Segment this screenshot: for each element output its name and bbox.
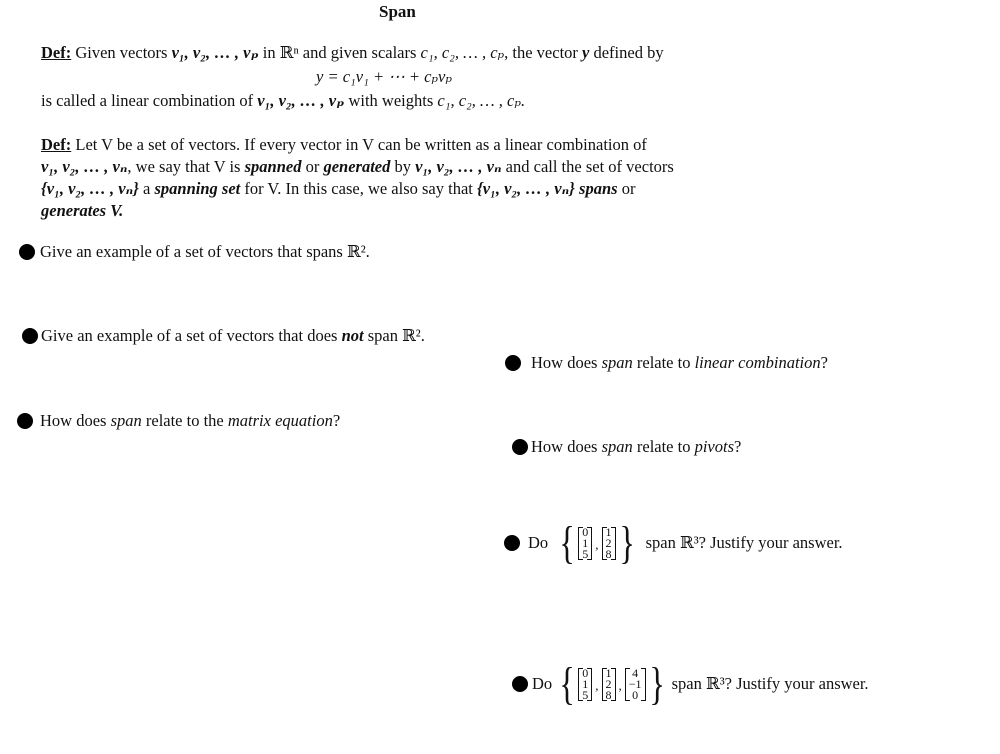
q6-vector-2 [602,524,616,561]
q7-v2-entry: 2 [605,676,612,691]
q7-v1-entry: 1 [582,676,589,691]
def2-set2: {v₁, v₂, … , vₙ} [477,179,575,198]
q4-c: ? [332,411,341,430]
def2-line1-text: Let V be a set of vectors. If every vector in V can be written as a linear combination of [71,135,647,154]
def1-text-d: defined by [589,43,664,62]
def2-vectors: v₁, v₂, … , vₙ [41,157,128,176]
q4-me: matrix equation [227,411,333,430]
left-brace: { [559,658,575,709]
q7-vector-2 [602,665,616,702]
q7-rest: span ℝ³? Justify your answer. [671,674,869,693]
def2-line2 [41,156,674,178]
q7-v3-entry: −1 [628,676,642,691]
def1-text-a: Given vectors [71,43,172,62]
question-2 [22,326,425,346]
right-brace: } [648,658,665,709]
q7-v2-entry: 8 [605,687,612,702]
q7-v3-entry: 0 [632,687,639,702]
question-1 [19,242,370,262]
def1-line1 [41,42,664,64]
q3-c: ? [820,353,828,372]
def2-vectors2: v₁, v₂, … , vₙ [415,157,502,176]
def2-set: {v₁, v₂, … , vₙ} [41,179,139,198]
question-4 [17,411,340,431]
q6-v1-entry: 1 [582,535,589,550]
q5-c: ? [734,437,742,456]
q5-a: How does [531,437,602,456]
q6-vector-1 [578,524,592,561]
def2-line1 [41,134,647,156]
question-3 [505,353,828,373]
def2-spans: spans [574,179,618,198]
bullet-icon [504,535,520,551]
def1-line3-vectors: v₁, v₂, … , vₚ [257,91,345,110]
q6-v1-entry: 5 [582,546,589,561]
comma: , [595,537,599,552]
q3-span: span [601,353,633,372]
def2-line3-b: for V. In this case, we also say that [240,179,477,198]
q7-v3-entry: 4 [632,665,639,680]
comma: , [618,678,622,693]
def1-line3-b: with weights [344,91,438,110]
left-brace: { [559,517,575,568]
bullet-icon [512,676,528,692]
bullet-icon [19,244,35,260]
question-5 [512,437,741,457]
page-title: Span [379,2,416,21]
def2-by: by [390,157,416,176]
def2-line2-b: and call the set of vectors [501,157,674,176]
q7-vector-1 [578,665,592,702]
q2-b: span ℝ². [363,326,425,345]
q5-span: span [601,437,633,456]
q4-a: How does [40,411,111,430]
q6-rest: span ℝ³? Justify your answer. [645,533,843,552]
def1-text-b: in ℝⁿ and given scalars [258,43,421,62]
question-3-text [531,353,828,373]
q6-vector-set [556,517,637,568]
bullet-icon [512,439,528,455]
def2-line4: generates V. [41,201,124,220]
q4-span: span [110,411,142,430]
q6-v1-entry: 0 [582,524,589,539]
q3-b: relate to [632,353,695,372]
q6-do: Do [528,533,549,552]
def1-scalars: c₁, c₂, … , cₚ [420,43,505,62]
q2-not: not [341,326,364,345]
def1-equation: y = c₁v₁ + ⋯ + cₚvₚ [316,67,452,86]
q2-a: Give an example of a set of vectors that does [41,326,342,345]
def1-weights: c₁, c₂, … , cₚ. [437,91,526,110]
question-4-text [40,411,340,431]
q7-vector-set [556,658,667,709]
def2-line2-a: , we say that V is [127,157,245,176]
q7-vector-3 [625,665,646,702]
q4-b: relate to the [141,411,228,430]
bullet-icon [505,355,521,371]
def2-or: or [301,157,324,176]
def2-spanned: spanned [244,157,302,176]
def2-line3-c: or [617,179,636,198]
def1-label: Def: [41,43,72,62]
q6-v2-entry: 2 [605,535,612,550]
def1-y: y [582,43,590,62]
question-7 [512,658,869,709]
q7-do: Do [532,674,553,693]
q3-lc: linear combination [694,353,821,372]
comma: , [595,678,599,693]
def2-line3 [41,178,635,200]
q7-v2-entry: 1 [605,665,612,680]
def1-line3 [41,90,525,112]
def1-line3-a: is called a linear combination of [41,91,258,110]
question-6 [504,517,843,568]
q6-v2-entry: 8 [605,546,612,561]
question-5-text [531,437,741,457]
q6-v2-entry: 1 [605,524,612,539]
q5-pivots: pivots [694,437,735,456]
q3-a: How does [531,353,602,372]
def2-label: Def: [41,135,72,154]
def1-text-c: , the vector [504,43,583,62]
q7-v1-entry: 0 [582,665,589,680]
bullet-icon [17,413,33,429]
question-1-text: Give an example of a set of vectors that spans ℝ². [40,242,370,261]
def1-vectors: v₁, v₂, … , vₚ [171,43,259,62]
def2-spanning-set: spanning set [154,179,241,198]
q7-v1-entry: 5 [582,687,589,702]
bullet-icon [22,328,38,344]
question-2-text [41,326,425,346]
def2-line3-a: a [138,179,155,198]
right-brace: } [618,517,635,568]
q5-b: relate to [632,437,695,456]
def2-generated: generated [323,157,391,176]
